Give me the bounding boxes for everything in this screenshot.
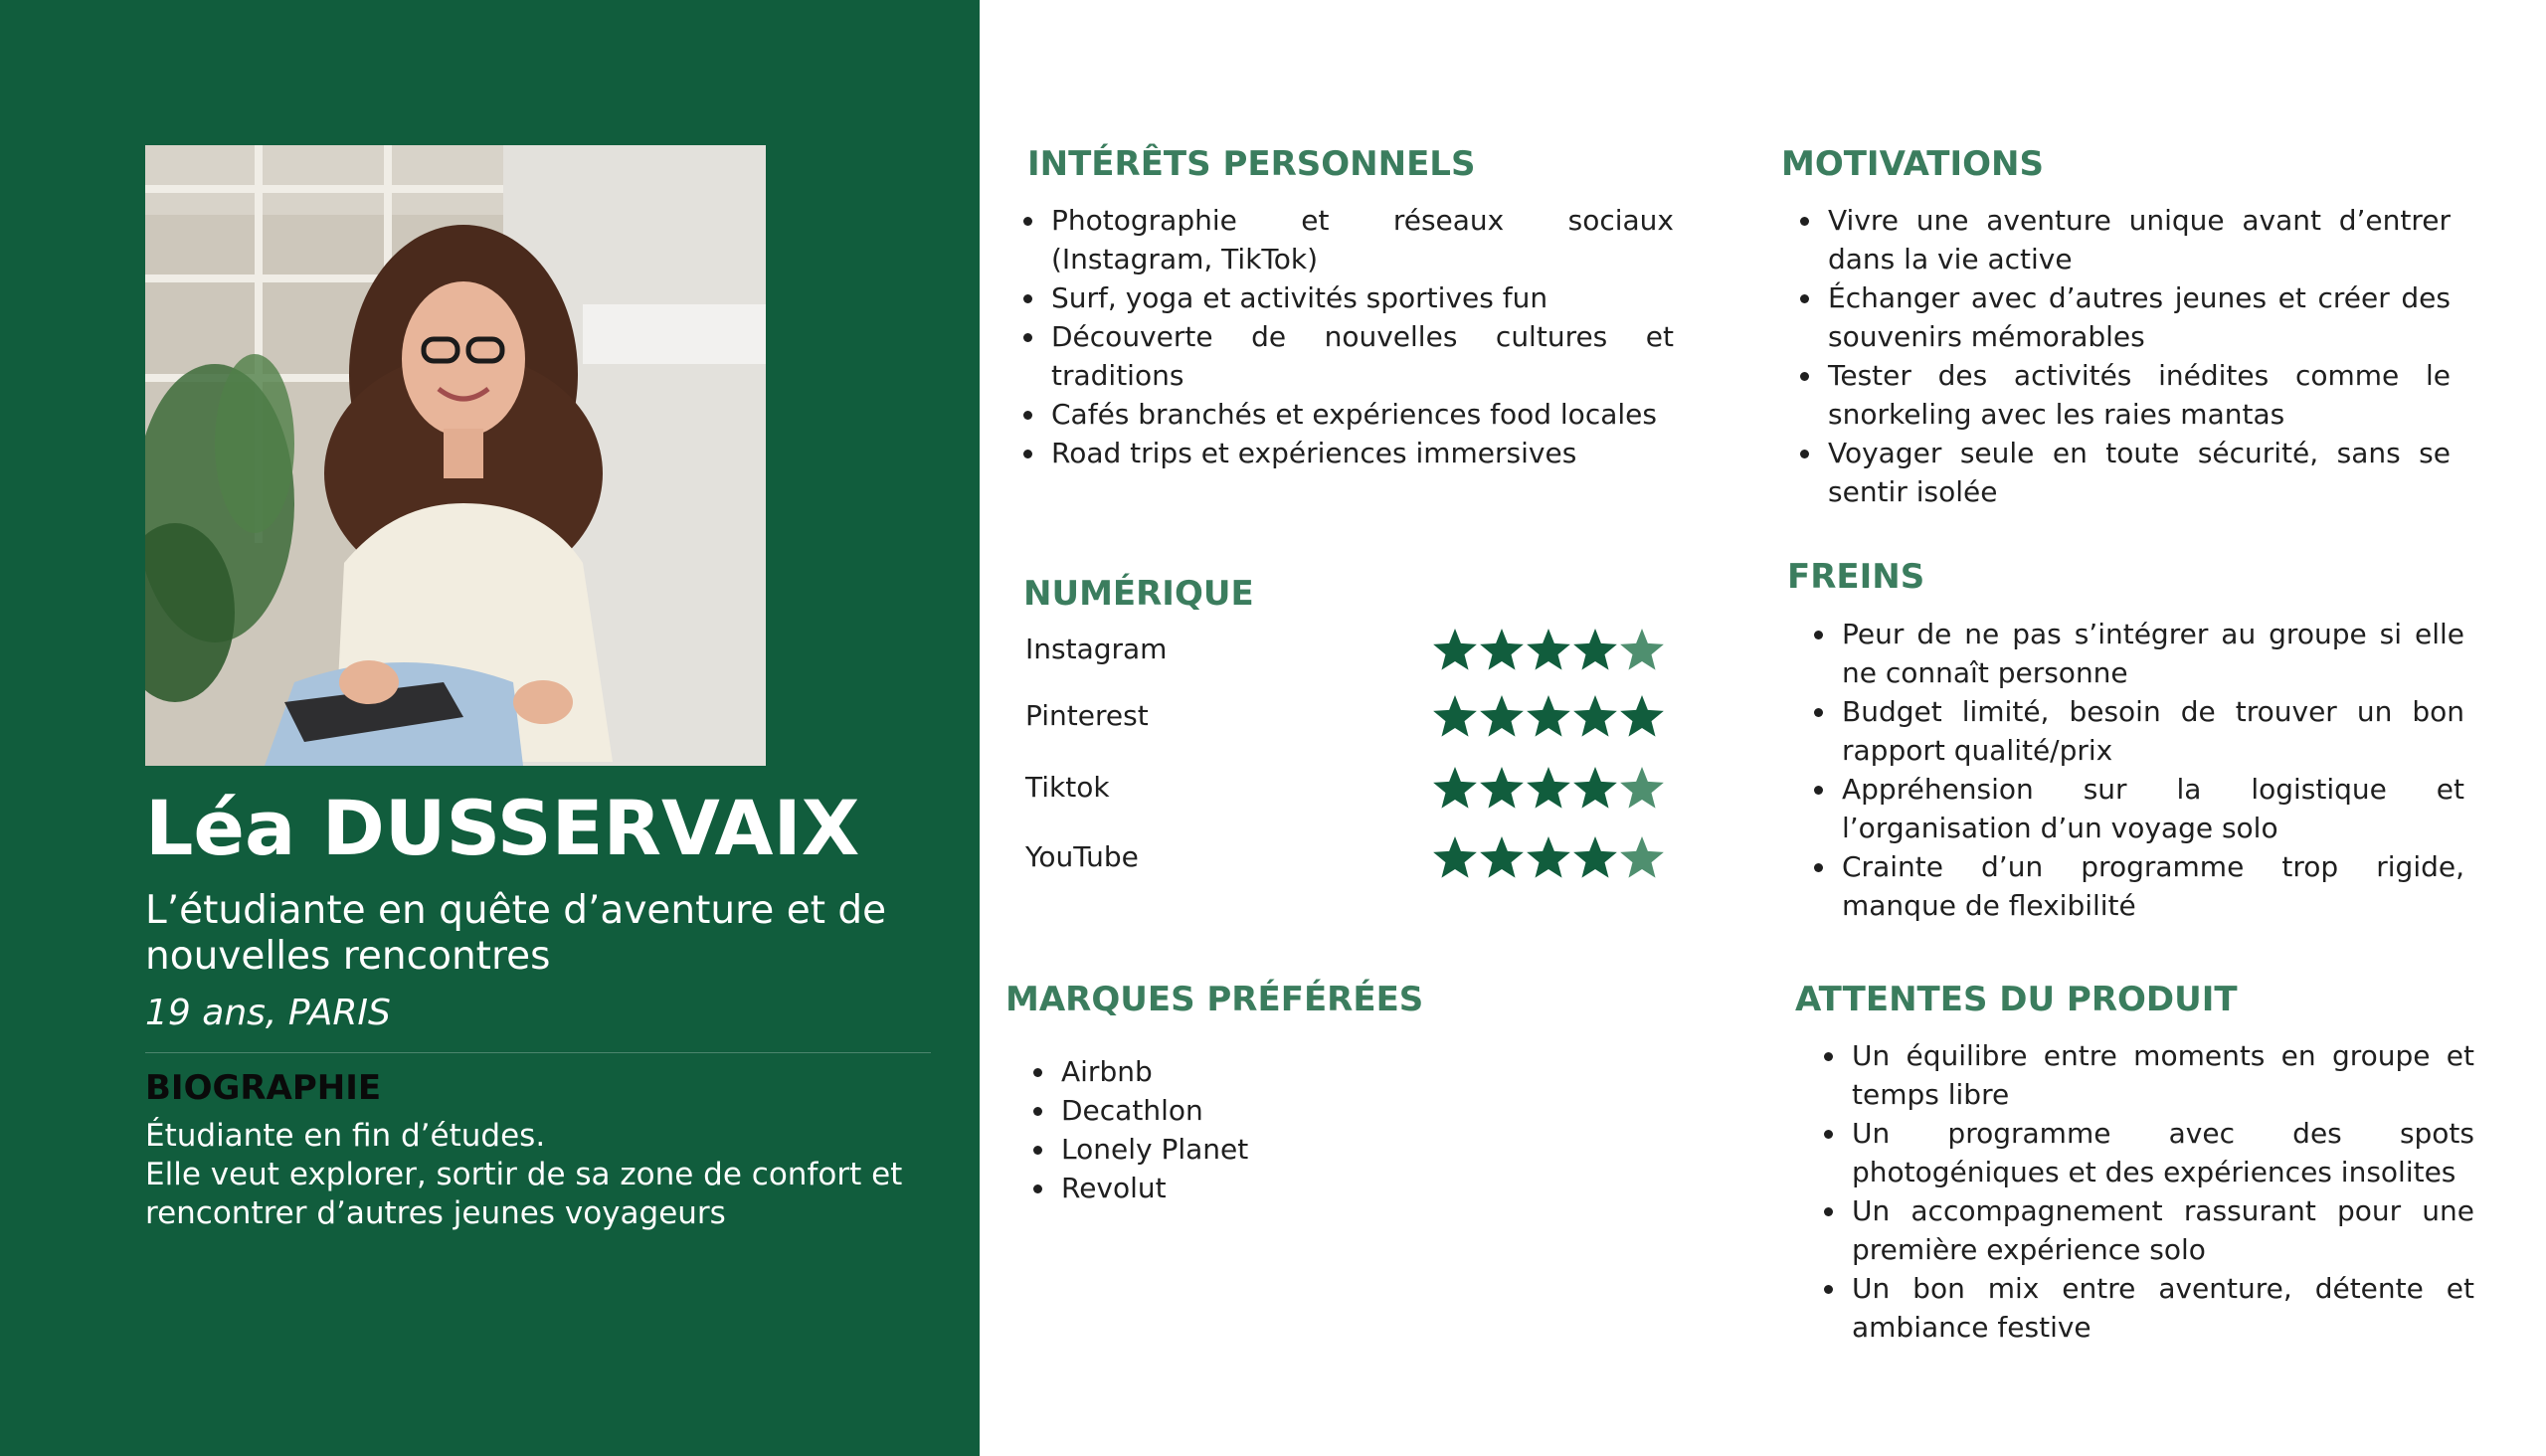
list-item: • Un programme avec des spots photogéniques et des expériences insolites (1848, 1114, 2474, 1191)
biography-line: Elle veut explorer, sortir de sa zone de confort et rencontrer d’autres jeunes voyageurs (145, 1157, 903, 1231)
star-icon (1527, 629, 1570, 670)
star-icon (1480, 629, 1524, 670)
list-item: • Airbnb (1057, 1052, 1554, 1091)
rating-row-tiktok (1025, 763, 1672, 819)
list-item: • Voyager seule en toute sécurité, sans se sentir isolée (1824, 434, 2451, 511)
portrait-illustration (145, 145, 766, 766)
star-icon (1573, 629, 1617, 670)
star-icon (1433, 629, 1477, 670)
list-item: • Crainte d’un programme trop rigide, manque de flexibilité (1838, 847, 2464, 925)
star-rating-graphic (1431, 763, 1666, 815)
list-item: • Lonely Planet (1057, 1130, 1554, 1169)
platform-label: Instagram (1025, 633, 1168, 665)
star-icon (1433, 695, 1477, 737)
star-icon (1527, 836, 1570, 878)
star-rating (1431, 625, 1666, 676)
profile-divider (145, 1052, 931, 1053)
half-star-icon (1620, 767, 1664, 809)
list-item: • Un accompagnement rassurant pour une première expérience solo (1848, 1191, 2474, 1269)
star-icon (1573, 836, 1617, 878)
star-icon (1527, 767, 1570, 809)
star-rating (1431, 832, 1666, 884)
list-item: • Decathlon (1057, 1091, 1554, 1130)
rating-row-youtube (1025, 832, 1672, 888)
star-rating-graphic (1431, 691, 1666, 743)
list-item: • Un bon mix entre aventure, détente et ambiance festive (1848, 1269, 2474, 1347)
star-icon (1480, 767, 1524, 809)
list-item: • Road trips et expériences immersives (1047, 434, 1674, 472)
half-star-icon (1620, 836, 1664, 878)
brands-title: MARQUES PRÉFÉRÉES (1005, 980, 1424, 1019)
rating-row-instagram (1025, 625, 1672, 680)
list-item: • Peur de ne pas s’intégrer au groupe si elle ne connaît personne (1838, 615, 2464, 692)
star-rating (1431, 763, 1666, 815)
motivations-list (1794, 201, 2451, 511)
biography-line: Étudiante en fin d’études. (145, 1118, 546, 1154)
barriers-list (1808, 615, 2464, 925)
star-rating-graphic (1431, 832, 1666, 884)
list-item: • Découverte de nouvelles cultures et traditions (1047, 317, 1674, 395)
list-item: • Photographie et réseaux sociaux (Instagram, TikTok) (1047, 201, 1674, 278)
digital-title: NUMÉRIQUE (1023, 574, 1254, 614)
interests-title: INTÉRÊTS PERSONNELS (1027, 144, 1476, 184)
platform-label: YouTube (1025, 840, 1139, 873)
star-rating-graphic (1431, 625, 1666, 676)
portrait-photo (145, 145, 766, 766)
platform-label: Pinterest (1025, 699, 1149, 732)
star-icon (1620, 695, 1664, 737)
rating-row-pinterest (1025, 691, 1672, 747)
persona-name: Léa DUSSERVAIX (145, 784, 860, 872)
star-icon (1433, 767, 1477, 809)
list-item: • Échanger avec d’autres jeunes et créer des souvenirs mémorables (1824, 278, 2451, 356)
star-icon (1480, 695, 1524, 737)
barriers-title: FREINS (1787, 557, 1925, 597)
biography-text (145, 1117, 961, 1233)
half-star-icon (1620, 629, 1664, 670)
list-item: • Un équilibre entre moments en groupe et temps libre (1848, 1036, 2474, 1114)
list-item: • Cafés branchés et expériences food locales (1047, 395, 1674, 434)
expectations-title: ATTENTES DU PRODUIT (1795, 980, 2238, 1019)
expectations-list (1818, 1036, 2474, 1347)
interests-list (1017, 201, 1674, 472)
biography-title: BIOGRAPHIE (145, 1068, 382, 1108)
platform-label: Tiktok (1025, 771, 1110, 804)
star-rating (1431, 691, 1666, 743)
list-item: • Budget limité, besoin de trouver un bon rapport qualité/prix (1838, 692, 2464, 770)
persona-tagline: L’étudiante en quête d’aventure et de nouvelles rencontres (145, 888, 887, 979)
star-icon (1433, 836, 1477, 878)
motivations-title: MOTIVATIONS (1781, 144, 2044, 184)
brands-list (1027, 1052, 1554, 1207)
list-item: • Appréhension sur la logistique et l’organisation d’un voyage solo (1838, 770, 2464, 847)
star-icon (1573, 695, 1617, 737)
list-item: • Revolut (1057, 1169, 1554, 1207)
list-item: • Surf, yoga et activités sportives fun (1047, 278, 1674, 317)
star-icon (1480, 836, 1524, 878)
list-item: • Tester des activités inédites comme le snorkeling avec les raies mantas (1824, 356, 2451, 434)
star-icon (1573, 767, 1617, 809)
persona-age-city: 19 ans, PARIS (145, 993, 391, 1033)
star-icon (1527, 695, 1570, 737)
list-item: • Vivre une aventure unique avant d’entrer dans la vie active (1824, 201, 2451, 278)
